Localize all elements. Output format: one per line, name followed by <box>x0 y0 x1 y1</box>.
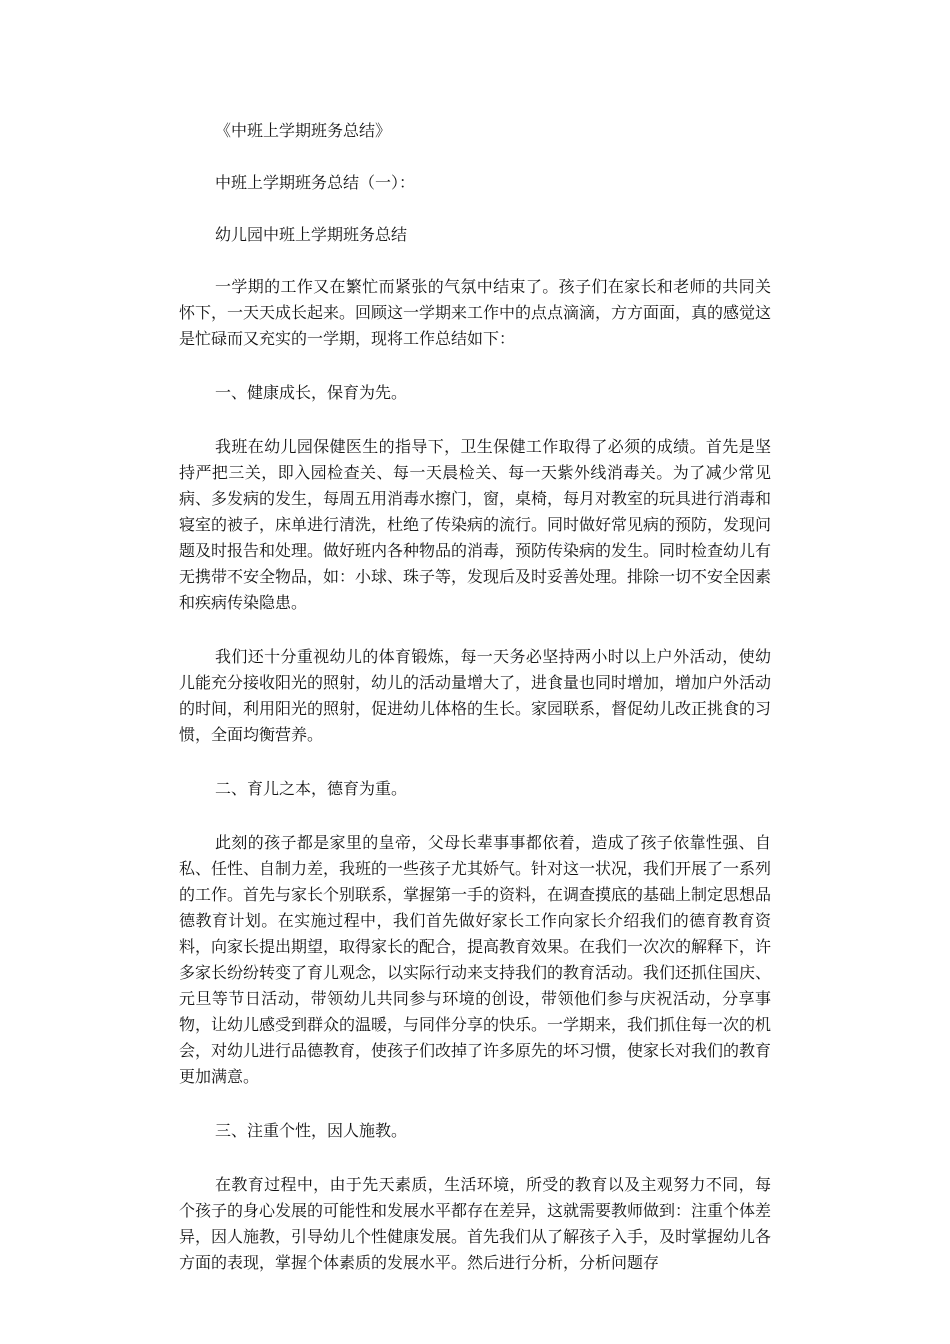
section1-paragraph-1: 我班在幼儿园保健医生的指导下，卫生保健工作取得了必须的成绩。首先是坚持严把三关，即入园检查关、每一天晨检关、每一天紫外线消毒关。为了减少常见病、多发病的发生，每周五用消毒水擦门，窗，桌椅，每月对教室的玩具进行消毒和寝室的被子，床单进行清洗，杜绝了传染病的流行。同时做好常见病的预防，发现问题及时报告和处理。做好班内各种物品的消毒，预防传染病的发生。同时检查幼儿有无携带不安全物品，如：小球、珠子等，发现后及时妥善处理。排除一切不安全因素和疾病传染隐患。 <box>179 437 772 612</box>
document-page <box>179 118 771 1304</box>
section2-heading: 二、育儿之本，德育为重。 <box>215 779 408 798</box>
section1-paragraph-2: 我们还十分重视幼儿的体育锻炼，每一天务必坚持两小时以上户外活动，使幼儿能充分接收阳光的照射，幼儿的活动量增大了，进食量也同时增加，增加户外活动的时间，利用阳光的照射，促进幼儿体格的生长。家园联系，督促幼儿改正挑食的习惯，全面均衡营养。 <box>179 647 772 744</box>
document-subtitle: 中班上学期班务总结（一）： <box>215 173 416 192</box>
document-title: 《中班上学期班务总结》 <box>215 121 392 140</box>
section3-heading: 三、注重个性，因人施教。 <box>215 1121 408 1140</box>
section2-paragraph-1: 此刻的孩子都是家里的皇帝，父母长辈事事都依着，造成了孩子依靠性强、自私、任性、自制力差，我班的一些孩子尤其娇气。针对这一状况，我们开展了一系列的工作。首先与家长个别联系，掌握第一手的资料，在调查摸底的基础上制定思想品德教育计划。在实施过程中，我们首先做好家长工作向家长介绍我们的德育教育资料，向家长提出期望，取得家长的配合，提高教育效果。在我们一次次的解释下，许多家长纷纷转变了育儿观念，以实际行动来支持我们的教育活动。我们还抓住国庆、元旦等节日活动，带领幼儿共同参与环境的创设，带领他们参与庆祝活动，分享事物，让幼儿感受到群众的温暖，与同伴分享的快乐。一学期来，我们抓住每一次的机会，对幼儿进行品德教育，使孩子们改掉了许多原先的坏习惯，使家长对我们的教育更加满意。 <box>179 833 772 1086</box>
section3-paragraph-1: 在教育过程中，由于先天素质，生活环境，所受的教育以及主观努力不同，每个孩子的身心发展的可能性和发展水平都存在差异，这就需要教师做到：注重个体差异，因人施教，引导幼儿个性健康发展。首先我们从了解孩子入手，及时掌握幼儿各方面的表现，掌握个体素质的发展水平。然后进行分析，分析问题存 <box>179 1175 772 1272</box>
document-heading: 幼儿园中班上学期班务总结 <box>215 225 408 244</box>
section1-heading: 一、健康成长，保育为先。 <box>215 383 408 402</box>
intro-paragraph: 一学期的工作又在繁忙而紧张的气氛中结束了。孩子们在家长和老师的共同关怀下，一天天成长起来。回顾这一学期来工作中的点点滴滴，方方面面，真的感觉这是忙碌而又充实的一学期，现将工作总结如下： <box>179 277 772 348</box>
